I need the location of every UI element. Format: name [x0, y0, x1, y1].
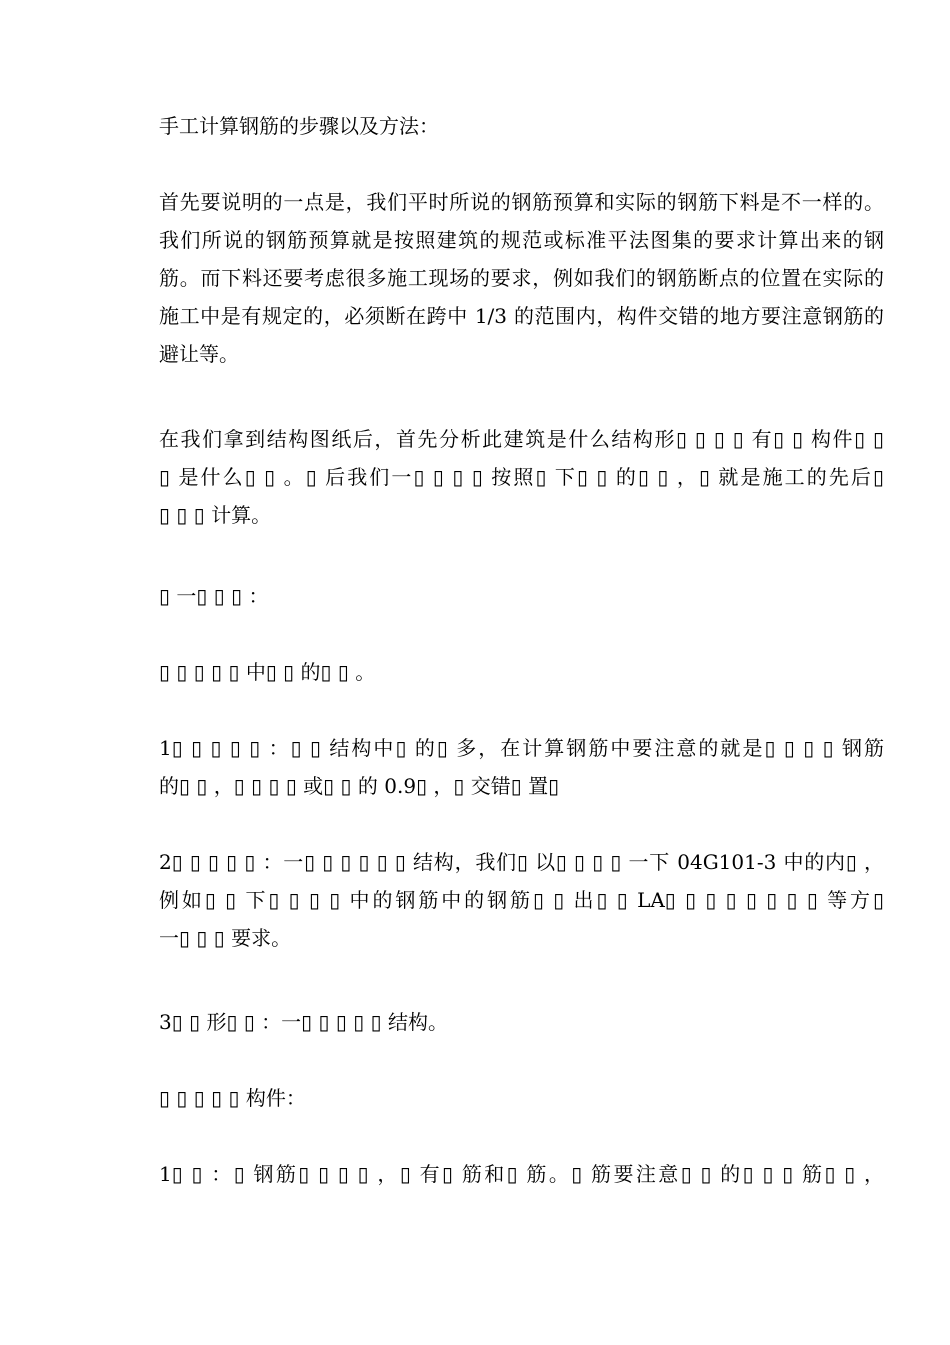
- paragraph-1: [159, 183, 884, 373]
- paragraph-line: ▯ ▯ ▯ 计算。: [159, 503, 272, 527]
- paragraph-line: 施工中是有规定的，必须断在跨中 1/3 的范围内，构件交错的地方要注意钢筋的: [159, 304, 884, 328]
- paragraph-line: ▯ 是什么▯ ▯ 。▯ 后我们一▯ ▯ ▯ ▯ 按照▯ 下▯ ▯ 的▯ ▯ ，▯ 就是施工的先后▯: [159, 465, 884, 489]
- paragraph-9: [159, 1155, 884, 1193]
- paragraph-8: [159, 1079, 884, 1117]
- paragraph-3: [159, 577, 884, 615]
- paragraph-line: ▯ ▯ ▯ ▯ ▯ 构件：: [159, 1086, 306, 1110]
- paragraph-7: [159, 1003, 884, 1041]
- paragraph-line: 的▯ ▯ ，▯ ▯ ▯ ▯ 或▯ ▯ 的 0.9▯ ，▯ 交错▯ 置▯: [159, 774, 560, 798]
- paragraph-line: 我们所说的钢筋预算就是按照建筑的规范或标准平法图集的要求计算出来的钢: [159, 228, 884, 252]
- paragraph-line: 首先要说明的一点是，我们平时所说的钢筋预算和实际的钢筋下料是不一样的。: [159, 190, 884, 214]
- paragraph-line: ▯ 一▯ ▯ ▯ ：: [159, 584, 269, 608]
- paragraph-6: [159, 843, 884, 957]
- paragraph-line: 例如▯ ▯ 下▯ ▯ ▯ ▯ 中的钢筋中的钢筋▯ ▯ 出▯ ▯ LA▯ ▯ ▯ ▯ ▯ ▯ ▯ ▯ 等方▯: [159, 888, 884, 912]
- paragraph-line: 1▯ ▯ ：▯ 钢筋▯ ▯ ▯ ▯ ，▯ 有▯ 筋和▯ 筋。▯ 筋要注意▯ ▯ 的▯ ▯ ▯ 筋▯ ▯ ，: [159, 1162, 884, 1186]
- paragraph-line: 3▯ ▯ 形▯ ▯ ：一▯ ▯ ▯ ▯ ▯ 结构。: [159, 1010, 448, 1034]
- paragraph-line: 2▯ ▯ ▯ ▯ ▯ ：一▯ ▯ ▯ ▯ ▯ ▯ 结构，我们▯ 以▯ ▯ ▯ ▯ 一下 04G101-3 中的内▯ ，: [159, 850, 884, 874]
- paragraph-4: [159, 653, 884, 691]
- paragraph-line: 一▯ ▯ ▯ 要求。: [159, 926, 292, 950]
- paragraph-line: 1▯ ▯ ▯ ▯ ▯ ：▯ ▯ 结构中▯ 的▯ 多，在计算钢筋中要注意的就是▯ ▯ ▯ ▯ 钢筋: [159, 736, 884, 760]
- paragraph-2: [159, 420, 884, 534]
- paragraph-line: 筋。而下料还要考虑很多施工现场的要求，例如我们的钢筋断点的位置在实际的: [159, 266, 884, 290]
- paragraph-line: 避让等。: [159, 342, 239, 366]
- document-title: [159, 107, 884, 145]
- paragraph-5: [159, 729, 884, 805]
- paragraph-line: ▯ ▯ ▯ ▯ ▯ 中▯ ▯ 的▯ ▯ 。: [159, 660, 376, 684]
- title-line: 手工计算钢筋的步骤以及方法：: [159, 114, 439, 138]
- paragraph-line: 在我们拿到结构图纸后，首先分析此建筑是什么结构形▯ ▯ ▯ ▯ 有▯ ▯ 构件▯ ▯: [159, 427, 884, 451]
